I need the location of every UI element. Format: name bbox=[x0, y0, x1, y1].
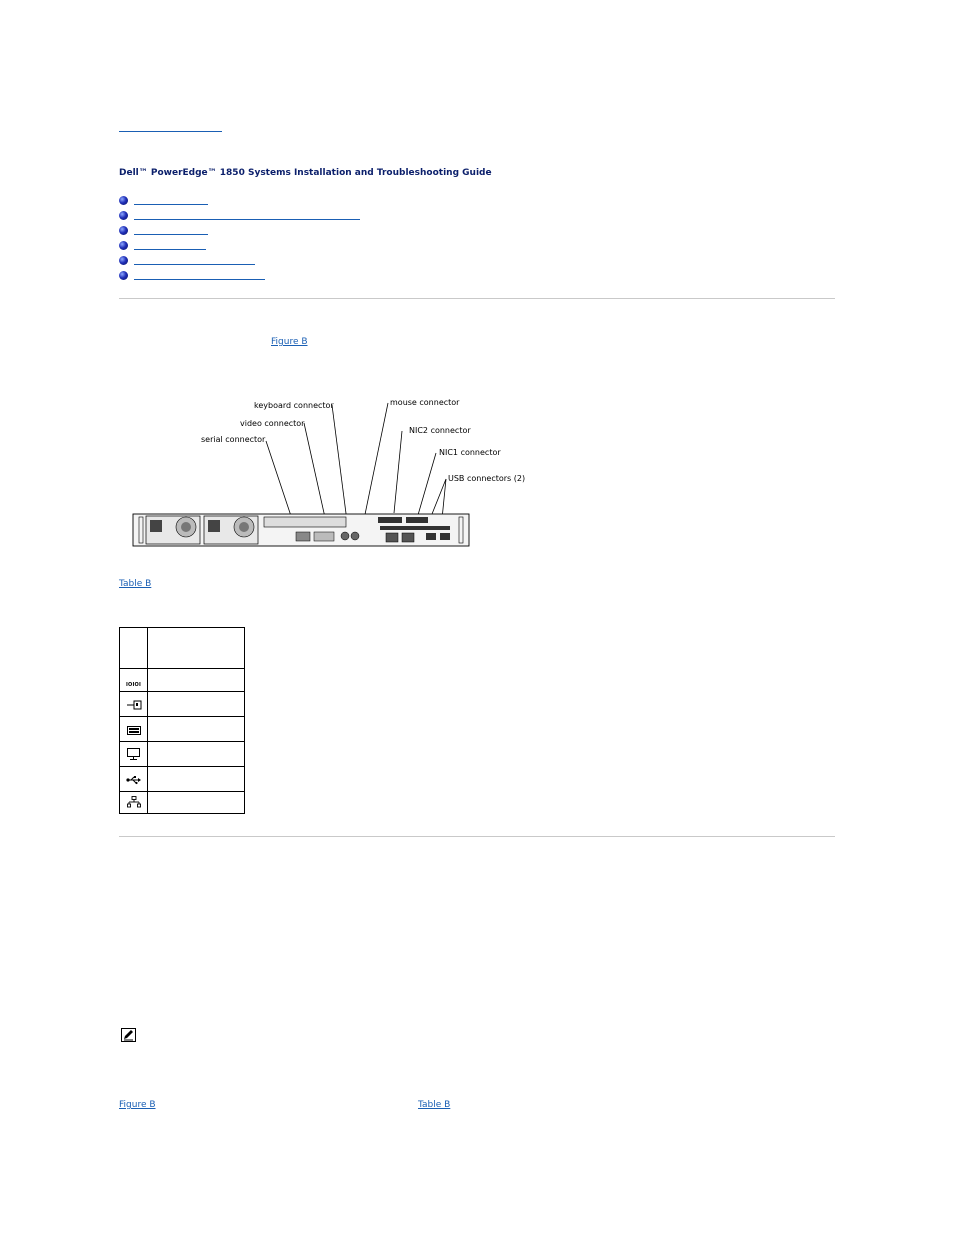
table-ref-link-2[interactable]: Table B bbox=[418, 1100, 451, 1110]
page-title: Dell™ PowerEdge™ 1850 Systems Installation and Troubleshooting Guide bbox=[119, 168, 492, 178]
table-row bbox=[120, 669, 245, 692]
table-ref-link[interactable]: Table B bbox=[119, 579, 152, 589]
label-keyboard: keyboard connector bbox=[254, 401, 334, 410]
figure-ref-link-2[interactable]: Figure B bbox=[119, 1100, 156, 1110]
nav-link[interactable] bbox=[134, 249, 206, 250]
table-row bbox=[120, 692, 245, 717]
table-row bbox=[120, 767, 245, 792]
nav-item-3[interactable] bbox=[119, 224, 208, 236]
label-serial: serial connector bbox=[201, 435, 266, 444]
bullet-icon bbox=[119, 211, 128, 220]
connector-icon-table bbox=[119, 627, 245, 814]
note-pencil-icon bbox=[121, 1028, 136, 1042]
table-cell bbox=[148, 792, 245, 814]
header-name-cell bbox=[148, 628, 245, 669]
nav-item-2[interactable] bbox=[119, 209, 360, 221]
nav-link[interactable] bbox=[134, 204, 208, 205]
chassis bbox=[133, 514, 469, 546]
label-mouse: mouse connector bbox=[390, 398, 460, 407]
monitor-port-icon bbox=[120, 742, 148, 767]
bullet-icon bbox=[119, 256, 128, 265]
back-link[interactable] bbox=[119, 131, 222, 132]
divider bbox=[119, 298, 835, 299]
label-nic1: NIC1 connector bbox=[439, 448, 501, 457]
divider bbox=[119, 836, 835, 837]
usb-port-icon bbox=[120, 767, 148, 792]
mouse-port-icon bbox=[120, 692, 148, 717]
nav-item-5[interactable] bbox=[119, 254, 255, 266]
nav-link[interactable] bbox=[134, 219, 360, 220]
keyboard-port-icon bbox=[120, 717, 148, 742]
figure-ref-link[interactable]: Figure B bbox=[271, 337, 308, 347]
table-cell bbox=[148, 692, 245, 717]
nav-link[interactable] bbox=[134, 264, 255, 265]
bullet-icon bbox=[119, 196, 128, 205]
nav-item-4[interactable] bbox=[119, 239, 206, 251]
bullet-icon bbox=[119, 271, 128, 280]
serial-port-icon: IOIOI bbox=[120, 669, 148, 692]
table-cell bbox=[148, 742, 245, 767]
table-cell bbox=[148, 767, 245, 792]
label-video: video connector bbox=[240, 419, 305, 428]
table-row bbox=[120, 792, 245, 814]
nav-item-1[interactable] bbox=[119, 194, 208, 206]
label-usb: USB connectors (2) bbox=[448, 474, 526, 483]
nav-link[interactable] bbox=[134, 234, 208, 235]
nav-link[interactable] bbox=[134, 279, 265, 280]
table-row bbox=[120, 742, 245, 767]
table-cell bbox=[148, 669, 245, 692]
bullet-icon bbox=[119, 241, 128, 250]
back-panel-figure bbox=[130, 393, 526, 553]
table-cell bbox=[148, 717, 245, 742]
bullet-icon bbox=[119, 226, 128, 235]
nav-item-6[interactable] bbox=[119, 269, 265, 281]
label-nic2: NIC2 connector bbox=[409, 426, 471, 435]
table-header-row bbox=[120, 628, 245, 669]
header-icon-cell bbox=[120, 628, 148, 669]
table-row bbox=[120, 717, 245, 742]
network-port-icon bbox=[120, 792, 148, 814]
